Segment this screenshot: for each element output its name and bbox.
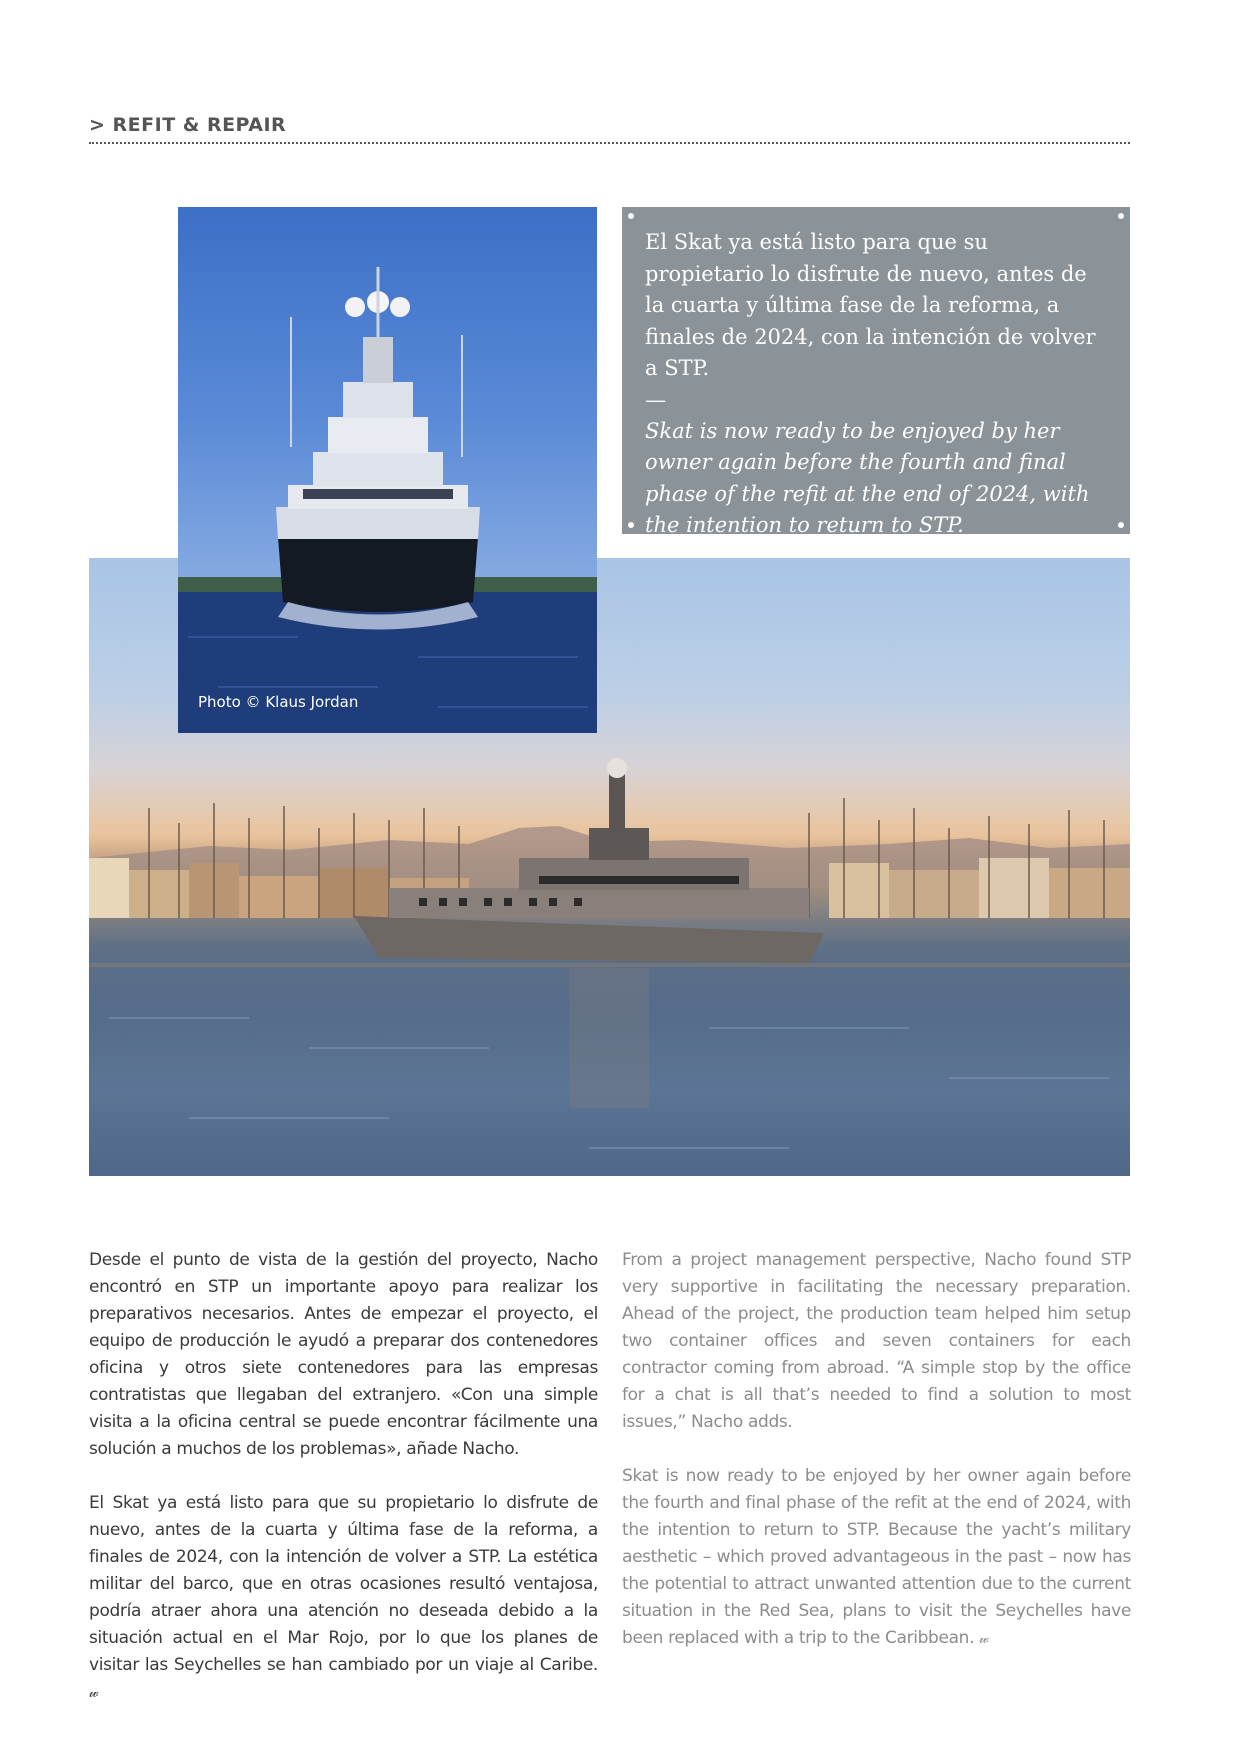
end-mark-icon: 𝓌: [979, 1631, 989, 1647]
paragraph-en-1: From a project management perspective, Nacho found STP very supportive in facilitating the necessary preparation. Ahead of the project, the production team helped him setup two container offices and seven containers for each contractor coming from abroad. “A simple stop by the office for a chat is all that’s needed to find a solution to most issues,” Nacho adds.: [622, 1250, 1131, 1432]
corner-dot: [628, 213, 634, 219]
body-column-spanish: [89, 1247, 598, 1734]
section-header: > REFIT & REPAIR: [89, 114, 1130, 144]
corner-dot: [628, 522, 634, 528]
quote-spanish: El Skat ya está listo para que su propietario lo disfrute de nuevo, antes de la cuarta y última fase de la reforma, a finales de 2024, con la intención de volver a STP.: [645, 230, 1096, 380]
pull-quote-box: [622, 207, 1130, 537]
corner-dot: [1118, 522, 1124, 528]
body-column-english: [622, 1247, 1131, 1680]
yacht-front-photo: [178, 207, 597, 733]
corner-dot: [1118, 213, 1124, 219]
quote-separator: —: [645, 387, 666, 412]
quote-english: Skat is now ready to be enjoyed by her owner again before the fourth and final phase of the refit at the end of 2024, with the intention to return to STP.: [645, 418, 1090, 537]
photo-credit: Photo © Klaus Jordan: [198, 693, 359, 711]
end-mark-icon: 𝓌: [89, 1685, 99, 1701]
paragraph-en-2: Skat is now ready to be enjoyed by her owner again before the fourth and final phase of the refit at the end of 2024, with the intention to return to STP. Because the yacht’s military aesthetic – which proved advantageous in the past – now has the potential to attract unwanted attention due to the current situation in the Red Sea, plans to visit the Seychelles have been replaced with a trip to the Caribbean. 𝓌: [622, 1466, 1131, 1648]
paragraph-es-1: Desde el punto de vista de la gestión del proyecto, Nacho encontró en STP un importante apoyo para realizar los preparativos necesarios. Antes de empezar el proyecto, el equipo de producción le ayudó a preparar dos contenedores oficina y otros siete contenedores para las empresas contratistas que llegaban del extranjero. «Con una simple visita a la oficina central se puede encontrar fácilmente una solución a muchos de los problemas», añade Nacho.: [89, 1250, 598, 1459]
yacht-illustration: [178, 207, 597, 733]
paragraph-es-2: El Skat ya está listo para que su propietario lo disfrute de nuevo, antes de la cuarta y última fase de la reforma, a finales de 2024, con la intención de volver a STP. La estética militar del barco, que en otras ocasiones resultó ventajosa, podría atraer ahora una atención no deseada debido a la situación actual en el Mar Rojo, por lo que los planes de visitar las Seychelles se han cambiado por un viaje al Caribe. 𝓌: [89, 1493, 598, 1701]
